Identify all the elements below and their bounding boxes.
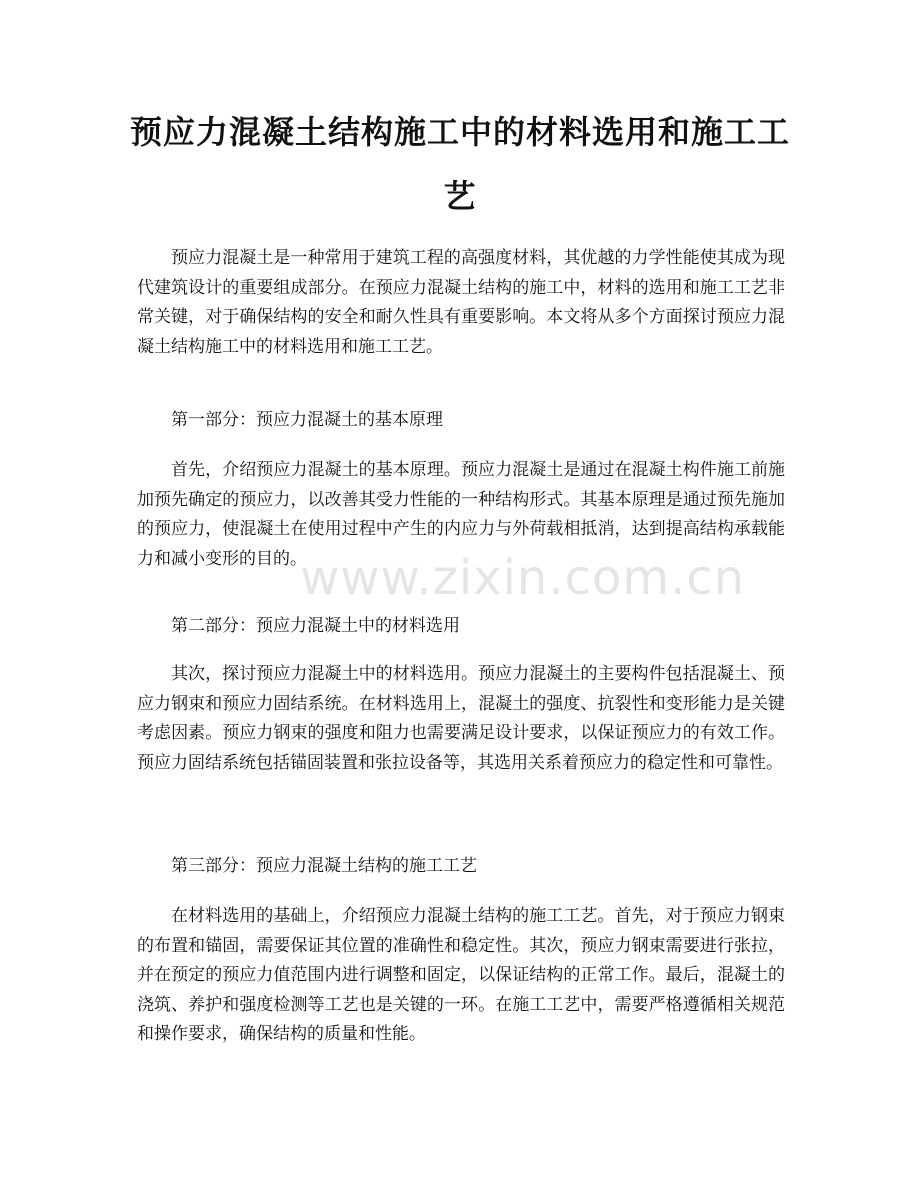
section-paragraph-2: 其次，探讨预应力混凝土中的材料选用。预应力混凝土的主要构件包括混凝土、预应力钢束和预应力固结系统。在材料选用上，混凝土的强度、抗裂性和变形能力是关键考虑因素。预应力钢束的强度和阻力也需要满足设计要求，以保证预应力的有效工作。预应力固结系统包括锚固装置和张拉设备等，其选用关系着预应力的稳定性和可靠性。 — [137, 664, 785, 773]
intro-paragraph: 预应力混凝土是一种常用于建筑工程的高强度材料，其优越的力学性能使其成为现代建筑设计的重要组成部分。在预应力混凝土结构的施工中，材料的选用和施工工艺非常关键，对于确保结构的安全和耐久性具有重要影响。本文将从多个方面探讨预应力混凝土结构施工中的材料选用和施工工艺。 — [137, 248, 785, 357]
document-title: 预应力混凝土结构施工中的材料选用和施工工艺 — [129, 113, 790, 215]
section-heading-1: 第一部分：预应力混凝土的基本原理 — [171, 410, 443, 430]
section-heading-2: 第二部分：预应力混凝土中的材料选用 — [171, 616, 460, 636]
watermark: www.zixin.com.cn — [300, 550, 746, 606]
section-paragraph-1: 首先，介绍预应力混凝土的基本原理。预应力混凝土是通过在混凝土构件施工前施加预先确定的预应力，以改善其受力性能的一种结构形式。其基本原理是通过预先施加的预应力，使混凝土在使用过程中产生的内应力与外荷载相抵消，达到提高结构承载能力和减小变形的目的。 — [137, 460, 785, 569]
section-heading-3: 第三部分：预应力混凝土结构的施工工艺 — [171, 856, 477, 876]
section-paragraph-3: 在材料选用的基础上，介绍预应力混凝土结构的施工工艺。首先，对于预应力钢束的布置和锚固，需要保证其位置的准确性和稳定性。其次，预应力钢束需要进行张拉，并在预定的预应力值范围内进行调整和固定，以保证结构的正常工作。最后，混凝土的浇筑、养护和强度检测等工艺也是关键的一环。在施工工艺中，需要严格遵循相关规范和操作要求，确保结构的质量和性能。 — [137, 906, 785, 1044]
